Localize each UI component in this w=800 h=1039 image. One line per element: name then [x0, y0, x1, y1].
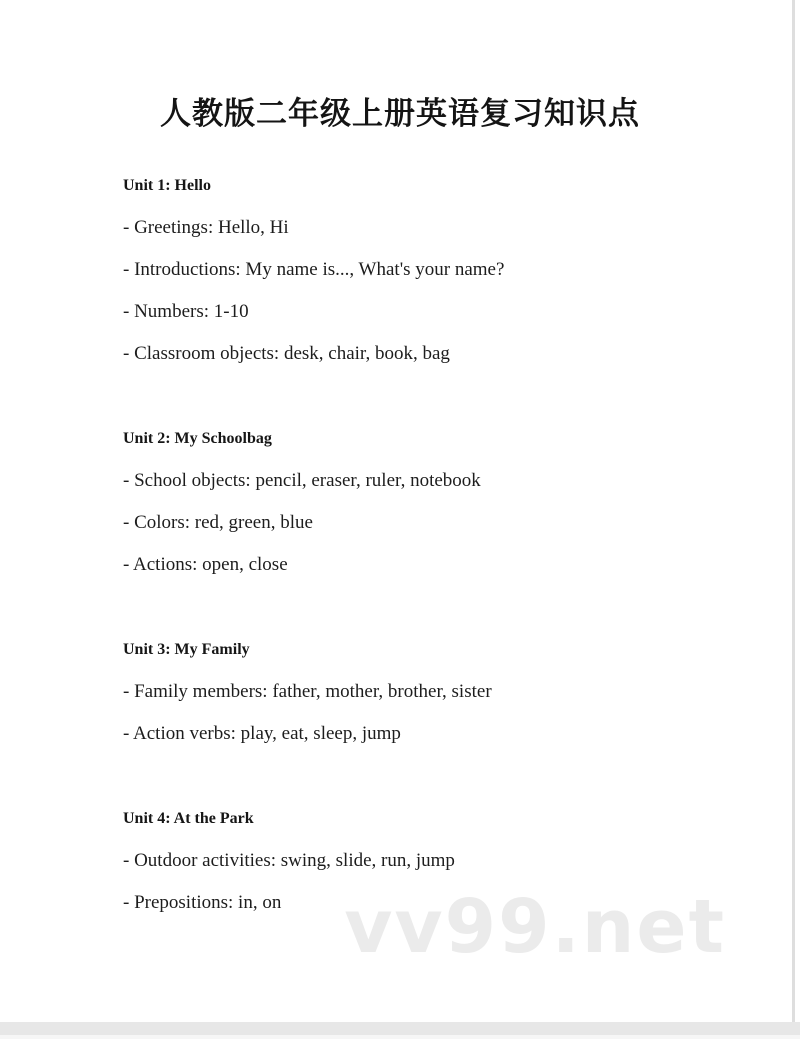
- section-heading: Unit 1: Hello: [123, 177, 211, 194]
- section-unit-4: [123, 798, 700, 924]
- bullet-item: - Classroom objects: desk, chair, book, bag: [123, 343, 450, 364]
- bullet-item: - Introductions: My name is..., What's your name?: [123, 259, 505, 280]
- section-heading: Unit 3: My Family: [123, 641, 250, 658]
- bullet-item: - Action verbs: play, eat, sleep, jump: [123, 723, 401, 744]
- section-unit-1: [123, 165, 700, 375]
- section-heading: Unit 4: At the Park: [123, 810, 254, 827]
- bottom-gray-band-lower: [0, 1035, 800, 1039]
- bullet-item: - Numbers: 1-10: [123, 301, 249, 322]
- page-title: 人教版二年级上册英语复习知识点: [160, 95, 640, 132]
- bullet-item: - Actions: open, close: [123, 554, 288, 575]
- bullet-item: - Outdoor activities: swing, slide, run, jump: [123, 850, 455, 871]
- document-body: [123, 165, 700, 967]
- bullet-item: - Prepositions: in, on: [123, 892, 282, 913]
- section-unit-3: [123, 629, 700, 755]
- bullet-item: - Greetings: Hello, Hi: [123, 217, 289, 238]
- bottom-gray-band: [0, 1022, 800, 1035]
- watermark-text: vv99.net: [344, 884, 726, 970]
- bullet-item: - Family members: father, mother, brother, sister: [123, 681, 492, 702]
- bullet-item: - School objects: pencil, eraser, ruler, notebook: [123, 470, 481, 491]
- section-heading: Unit 2: My Schoolbag: [123, 430, 272, 447]
- bullet-item: - Colors: red, green, blue: [123, 512, 313, 533]
- section-unit-2: [123, 418, 700, 586]
- page-edge-line: [792, 0, 795, 1039]
